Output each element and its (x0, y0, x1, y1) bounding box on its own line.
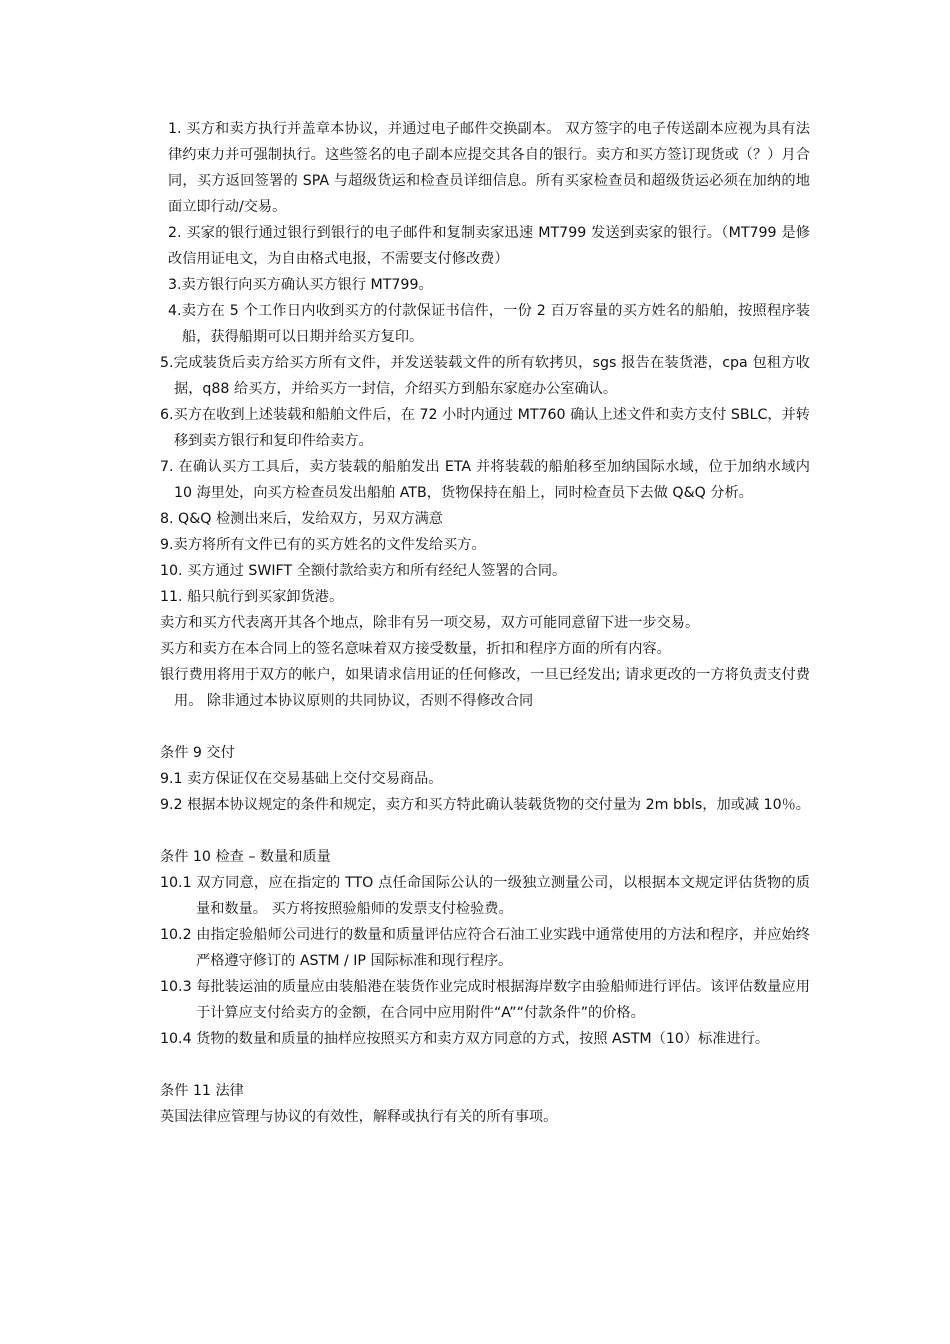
list-item-9: 9.卖方将所有文件已有的买方姓名的文件发给买方。 (160, 537, 486, 553)
condition-10-heading: 条件 10 检查 – 数量和质量 (160, 849, 331, 865)
clause-10-1: 10.1 双方同意，应在指定的 TTO 点任命国际公认的一级独立测量公司，以根据本文规定评估货物的质量和数量。 买方将按照验船师的发票支付检验费。 (160, 875, 810, 917)
clause-9-1: 9.1 卖方保证仅在交易基础上交付交易商品。 (160, 771, 443, 787)
paragraph-2: 买方和卖方在本合同上的签名意味着双方接受数量，折扣和程序方面的所有内容。 (160, 641, 671, 657)
clause-10-3: 10.3 每批装运油的质量应由装船港在装货作业完成时根据海岸数字由验船师进行评估。该评估数量应用于计算应支付给卖方的金额，在合同中应用附件“A”“付款条件”的价格。 (160, 979, 810, 1021)
list-item-10: 10. 买方通过 SWIFT 全额付款给卖方和所有经纪人签署的合同。 (160, 563, 567, 579)
list-item-3: 3.卖方银行向买方确认买方银行 MT799。 (168, 277, 433, 293)
list-item-6: 6.买方在收到上述装载和船舶文件后，在 72 小时内通过 MT760 确认上述文件和卖方支付 SBLC，并转移到卖方银行和复印件给卖方。 (160, 407, 810, 449)
clause-10-4: 10.4 货物的数量和质量的抽样应按照买方和卖方双方同意的方式，按照 ASTM（10）标准进行。 (160, 1031, 770, 1047)
clause-10-2: 10.2 由指定验船师公司进行的数量和质量评估应符合石油工业实践中通常使用的方法和程序，并应始终严格遵守修订的 ASTM / IP 国际标准和现行程序。 (160, 927, 810, 969)
condition-11-heading: 条件 11 法律 (160, 1083, 244, 1099)
paragraph-1: 卖方和买方代表离开其各个地点，除非有另一项交易，双方可能同意留下进一步交易。 (160, 615, 700, 631)
list-item-5: 5.完成装货后卖方给买方所有文件，并发送装载文件的所有软拷贝，sgs 报告在装货港，cpa 包租方收据，q88 给买方，并给买方一封信，介绍买方到船东家庭办公室确认。 (160, 355, 810, 397)
condition-9-heading: 条件 9 交付 (160, 745, 235, 761)
clause-9-2: 9.2 根据本协议规定的条件和规定，卖方和买方特此确认装载货物的交付量为 2m bbls，加或减 10％。 (160, 797, 810, 813)
list-item-2: 2. 买家的银行通过银行到银行的电子邮件和复制卖家迅速 MT799 发送到卖家的银行。（MT799 是修改信用证电文，为自由格式电报，不需要支付修改费） (168, 225, 810, 267)
clause-11-text: 英国法律应管理与协议的有效性，解释或执行有关的所有事项。 (160, 1109, 558, 1125)
list-item-7: 7. 在确认买方工具后，卖方装载的船舶发出 ETA 并将装载的船舶移至加纳国际水域，位于加纳水域内 10 海里处，向买方检查员发出船舶 ATB，货物保持在船上，同时检查员下去做 Q&Q 分析。 (160, 459, 810, 501)
list-item-1: 1. 买方和卖方执行并盖章本协议，并通过电子邮件交换副本。 双方签字的电子传送副本应视为具有法律约束力并可强制执行。这些签名的电子副本应提交其各自的银行。卖方和买方签订现货或（？）月合同，买方返回签署的 SPA 与超级货运和检查员详细信息。所有买家检查员和超级货运必须在加纳的地面立即行动/交易。 (168, 121, 810, 215)
list-item-4: 4.卖方在 5 个工作日内收到买方的付款保证书信件，一份 2 百万容量的买方姓名的船舶，按照程序装船，获得船期可以日期并给买方复印。 (168, 303, 810, 345)
list-item-11: 11. 船只航行到买家卸货港。 (160, 589, 344, 605)
list-item-8: 8. Q&Q 检测出来后，发给双方，另双方满意 (160, 511, 443, 527)
document-body (160, 116, 810, 1130)
paragraph-3: 银行费用将用于双方的帐户，如果请求信用证的任何修改，一旦已经发出; 请求更改的一方将负责支付费用。 除非通过本协议原则的共同协议，否则不得修改合同 (160, 667, 810, 709)
